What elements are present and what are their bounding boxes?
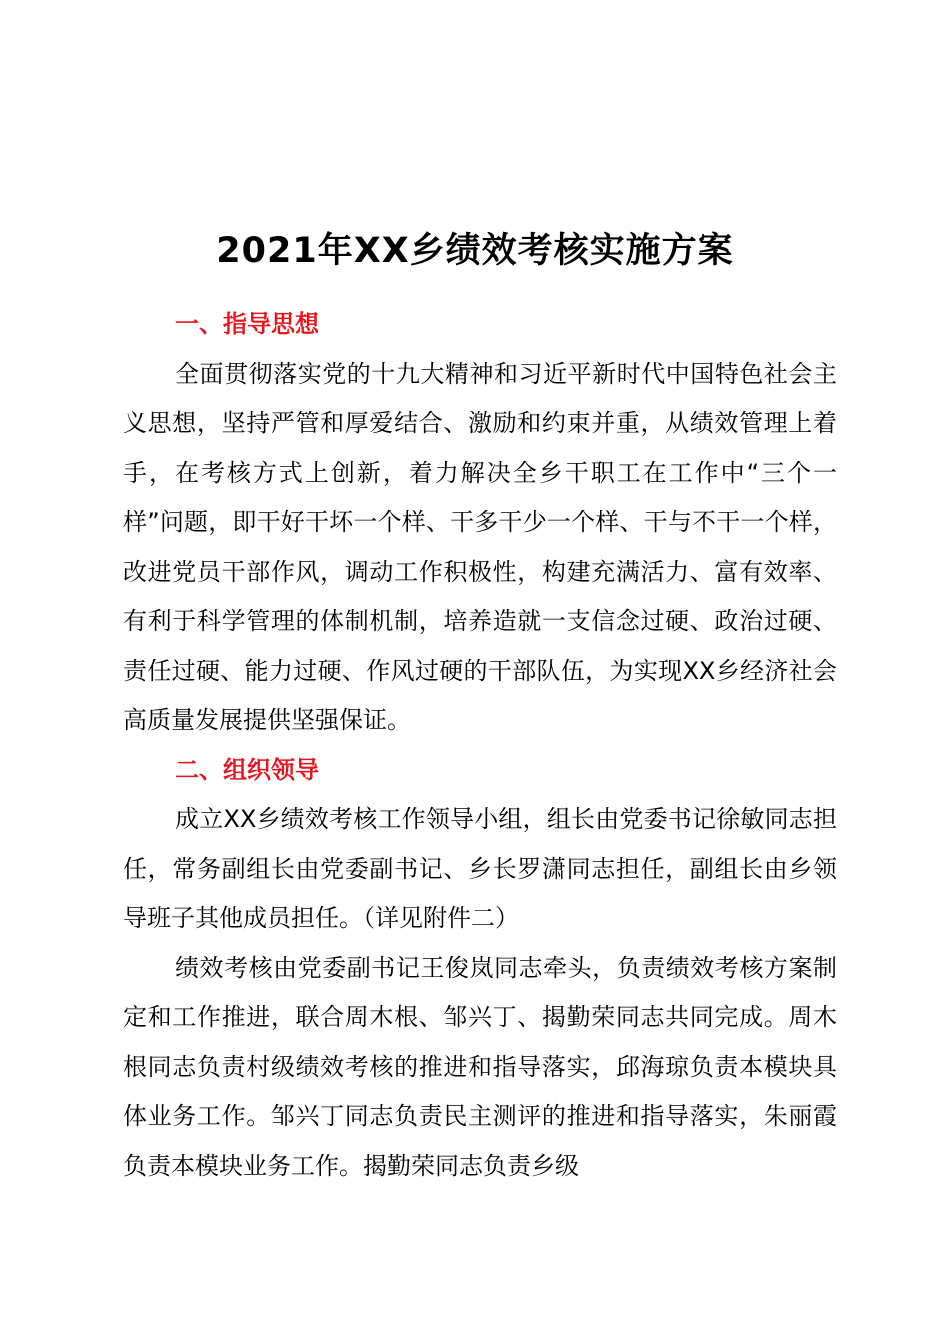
paragraph: 成立XX乡绩效考核工作领导小组，组长由党委书记徐敏同志担任，常务副组长由党委副书记、乡长罗潇同志担任，副组长由乡领导班子其他成员担任。（详见附件二） — [123, 805, 837, 932]
section-heading: 二、组织领导 — [175, 755, 319, 784]
paragraph: 全面贯彻落实党的十九大精神和习近平新时代中国特色社会主义思想，坚持严管和厚爱结合、激励和约束并重，从绩效管理上着手，在考核方式上创新，着力解决全乡干职工在工作中“三个一样”问题，即干好干坏一个样、干多干少一个样、干与不干一个样，改进党员干部作风，调动工作积极性，构建充满活力、富有效率、有利于科学管理的体制机制，培养造就一支信念过硬、政治过硬、责任过硬、能力过硬、作风过硬的干部队伍，为实现XX乡经济社会高质量发展提供坚强保证。 — [123, 359, 837, 734]
paragraph: 绩效考核由党委副书记王俊岚同志牵头，负责绩效考核方案制定和工作推进，联合周木根、邹兴丁、揭勤荣同志共同完成。周木根同志负责村级绩效考核的推进和指导落实，邱海琼负责本模块具体业务工作。邹兴丁同志负责民主测评的推进和指导落实，朱丽霞负责本模块业务工作。揭勤荣同志负责乡级 — [123, 953, 837, 1180]
section-organization-leadership — [123, 746, 837, 1192]
document-body — [123, 300, 837, 1191]
section-heading: 一、指导思想 — [175, 310, 319, 338]
section-guiding-ideology — [123, 300, 837, 746]
document-title: 2021年XX乡绩效考核实施方案 — [216, 231, 734, 271]
